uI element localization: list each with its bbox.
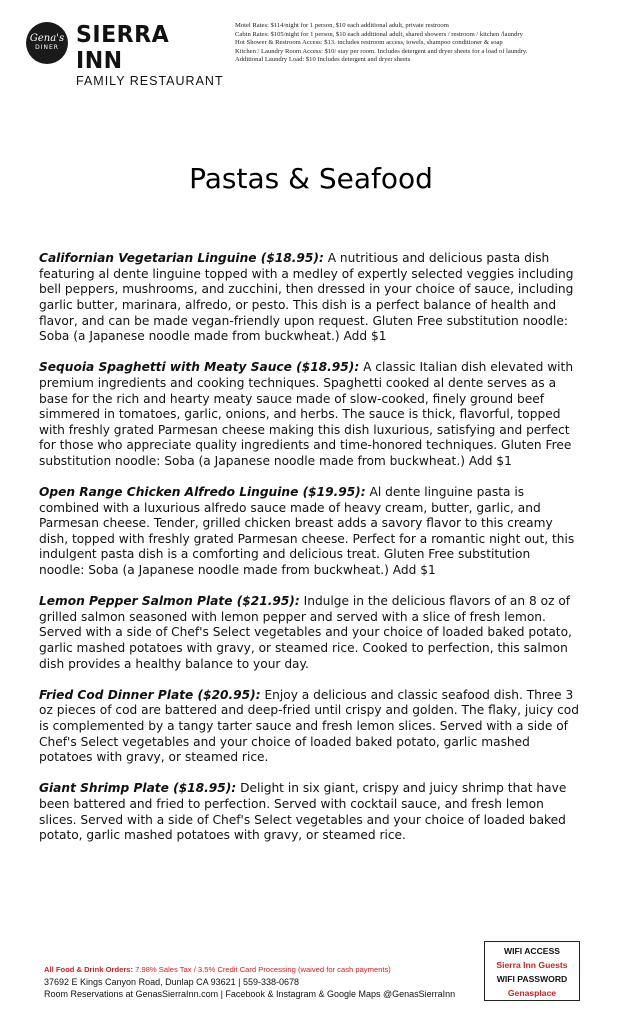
page-title: Pastas & Seafood: [189, 162, 433, 195]
menu-item-name: Lemon Pepper Salmon Plate ($21.95):: [39, 594, 300, 609]
menu-list: [39, 239, 579, 859]
menu-item: [39, 251, 579, 345]
footer: [44, 964, 464, 1000]
menu-item-desc: Enjoy a delicious and classic seafood dish. Three 3 oz pieces of cod are battered and deep-fried until crispy and golden. The flaky, juicy cod is complemented by a tangy tarter sauce and fresh lemon slices. Served with a side of Chef's Select vegetables and your choice of loaded baked potato, garlic mashed potatoes with gravy, or steamed rice.: [39, 687, 579, 765]
wifi-network: Sierra Inn Guests: [496, 960, 568, 970]
menu-item-desc: Delight in six giant, crispy and juicy shrimp that have been battered and fried to perfection. Served with cocktail sauce, and fresh lemon slices. Served with a side of Chef's Select vegetables and your choice of loaded baked potato, garlic mashed potatoes with gravy, or steamed rice.: [39, 781, 567, 843]
reservations: Room Reservations at GenasSierraInn.com | Facebook & Instagram & Google Maps @GenasSierraInn: [44, 989, 456, 999]
orders-note: [44, 964, 464, 976]
menu-item-name: Giant Shrimp Plate ($18.95):: [39, 781, 237, 796]
menu-item-desc: A classic Italian dish elevated with premium ingredients and cooking techniques. Spaghetti cooked al dente serves as a base for the rich and hearty meaty sauce made of slow-cooked, finely ground beef simmered in tomatoes, garlic, onions, and herbs. The sauce is thick, flavorful, topped with freshly grated Parmesan cheese making this dish luxurious, satisfying and perfect for those who appreciate quality ingredients and time-honored techniques. Gluten Free substitution noodle: Soba (a Japanese noodle made from buckwheat.) Add $1: [39, 360, 574, 468]
menu-item: [39, 485, 579, 579]
menu-item-desc: Al dente linguine pasta is combined with a luxurious alfredo sauce made of heavy cream, butter, garlic, and Parmesan cheese. Tender, grilled chicken breast adds a savory flavor to this creamy dish, topped with freshly grated Parmesan cheese. Perfect for a romantic night out, this indulgent pasta dish is a comforting and delicious treat. Gluten Free substitution noodle: Soba (a Japanese noodle made from buckwheat.) Add $1: [39, 485, 575, 578]
rate-line: Additional Laundry Load: $10 Includes detergent and dryer sheets: [235, 56, 411, 64]
menu-item: [39, 781, 579, 843]
logo: [26, 22, 68, 64]
rate-line: Motel Rates: $114/night for 1 person, $10 each additional adult, private restroom: [235, 22, 449, 29]
menu-item-desc: A nutritious and delicious pasta dish featuring al dente linguine topped with a medley of expertly selected veggies including bell peppers, mushrooms, and zucchini, then dressed in your choice of sauce, including garlic butter, marinara, alfredo, or pesto. This dish is a perfect balance of health and flavor, and can be made vegan-friendly upon request. Gluten Free substitution noodle: Soba (a Japanese noodle made from buckwheat.) Add $1: [39, 251, 574, 344]
menu-item: [39, 594, 579, 672]
wifi-box: [484, 941, 580, 1001]
wifi-access-label: WIFI ACCESS: [503, 946, 561, 956]
brand: [76, 22, 226, 88]
brand-sub: FAMILY RESTAURANT: [76, 74, 224, 88]
rate-line: Kitchen / Laundry Room Access: $10/ stay per room. Includes detergent and dryer sheets for a load of laundry.: [235, 47, 528, 55]
orders-text: 7.98% Sales Tax / 3.5% Credit Card Processing (waived for cash payments): [135, 965, 391, 974]
brand-name: SIERRA INN: [76, 22, 170, 74]
menu-item: [39, 360, 579, 469]
address: 37692 E Kings Canyon Road, Dunlap CA 93621 | 559-338-0678: [44, 977, 300, 987]
rates-info: [235, 22, 615, 65]
menu-item-desc: Indulge in the delicious flavors of an 8 oz of grilled salmon seasoned with lemon pepper and served with a slice of fresh lemon. Served with a side of Chef's Select vegetables and your choice of loaded baked potato, garlic mashed potatoes with gravy, or steamed rice. Cooked to perfection, this salmon dish provides a healthy balance to your day.: [39, 594, 572, 671]
wifi-password-label: WIFI PASSWORD: [496, 974, 568, 984]
menu-item-name: Californian Vegetarian Linguine ($18.95):: [39, 251, 324, 266]
rate-line: Cabin Rates: $105/night for 1 person, $10 each additional adult, shared showers / restroom / kitchen /laundry: [235, 30, 523, 38]
logo-text: Gena's: [29, 33, 65, 44]
orders-label: All Food & Drink Orders:: [44, 965, 134, 974]
rate-line: Hot Shower & Restroom Access: $13. includes restroom access, towels, shampoo conditioner & soap: [235, 39, 503, 47]
header: [24, 20, 604, 88]
menu-item-name: Sequoia Spaghetti with Meaty Sauce ($18.95):: [39, 360, 360, 375]
menu-item: [39, 688, 579, 766]
wifi-password: Genasplace: [507, 988, 557, 998]
logo-sub: DINER: [35, 44, 59, 51]
menu-item-name: Fried Cod Dinner Plate ($20.95):: [39, 687, 261, 702]
menu-item-name: Open Range Chicken Alfredo Linguine ($19.95):: [39, 485, 366, 500]
